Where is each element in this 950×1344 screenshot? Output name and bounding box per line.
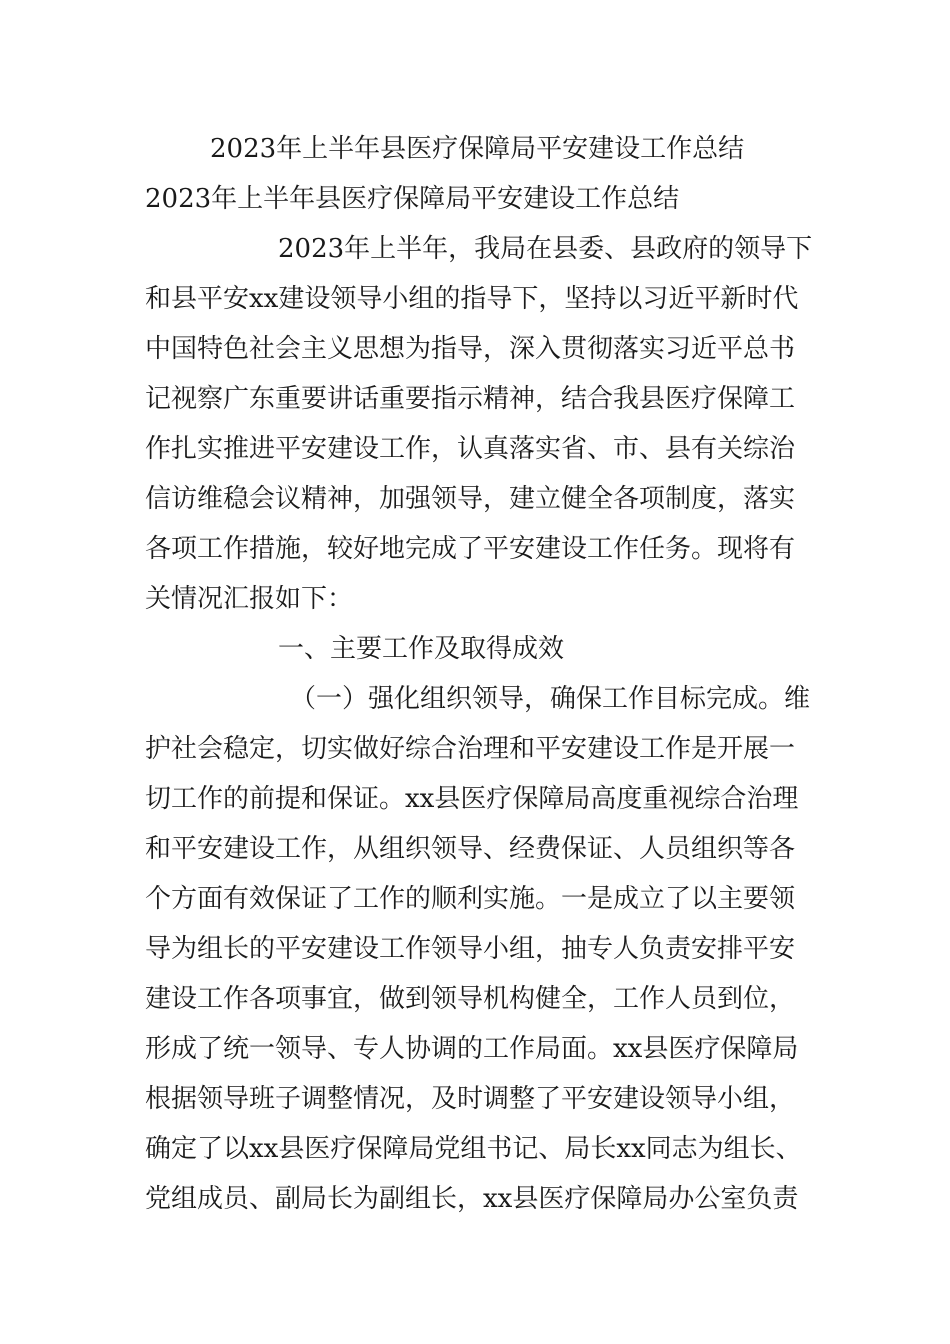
paragraph-line: 个方面有效保证了工作的顺利实施。一是成立了以主要领 <box>145 884 796 914</box>
paragraph-line: 作扎实推进平安建设工作，认真落实省、市、县有关综治 <box>145 434 796 464</box>
paragraph-line: 各项工作措施，较好地完成了平安建设工作任务。现将有 <box>145 534 796 564</box>
paragraph-line: 党组成员、副局长为副组长，xx县医疗保障局办公室负责 <box>145 1184 799 1214</box>
paragraph-line: 切工作的前提和保证。xx县医疗保障局高度重视综合治理 <box>145 784 799 814</box>
paragraph-line: 形成了统一领导、专人协调的工作局面。xx县医疗保障局 <box>145 1034 799 1064</box>
paragraph-line: 建设工作各项事宜，做到领导机构健全，工作人员到位， <box>145 984 796 1014</box>
paragraph-line: 和县平安xx建设领导小组的指导下，坚持以习近平新时代 <box>145 284 799 314</box>
document-title: 2023年上半年县医疗保障局平安建设工作总结 <box>210 134 745 164</box>
paragraph-line: 记视察广东重要讲话重要指示精神，结合我县医疗保障工 <box>145 384 796 414</box>
subsection-heading: （一）强化组织领导，确保工作目标完成。维 <box>290 684 811 714</box>
paragraph-line: 2023年上半年，我局在县委、县政府的领导下 <box>278 234 813 264</box>
document-subtitle: 2023年上半年县医疗保障局平安建设工作总结 <box>145 184 680 214</box>
paragraph-line: 根据领导班子调整情况，及时调整了平安建设领导小组， <box>145 1084 796 1114</box>
paragraph-line: 确定了以xx县医疗保障局党组书记、局长xx同志为组长、 <box>145 1134 802 1164</box>
paragraph-line: 护社会稳定，切实做好综合治理和平安建设工作是开展一 <box>145 734 796 764</box>
section-heading: 一、主要工作及取得成效 <box>278 634 565 664</box>
paragraph-line: 信访维稳会议精神，加强领导，建立健全各项制度，落实 <box>145 484 796 514</box>
paragraph-line: 导为组长的平安建设工作领导小组，抽专人负责安排平安 <box>145 934 796 964</box>
paragraph-line: 关情况汇报如下： <box>145 584 354 614</box>
paragraph-line: 中国特色社会主义思想为指导，深入贯彻落实习近平总书 <box>145 334 796 364</box>
paragraph-line: 和平安建设工作，从组织领导、经费保证、人员组织等各 <box>145 834 796 864</box>
